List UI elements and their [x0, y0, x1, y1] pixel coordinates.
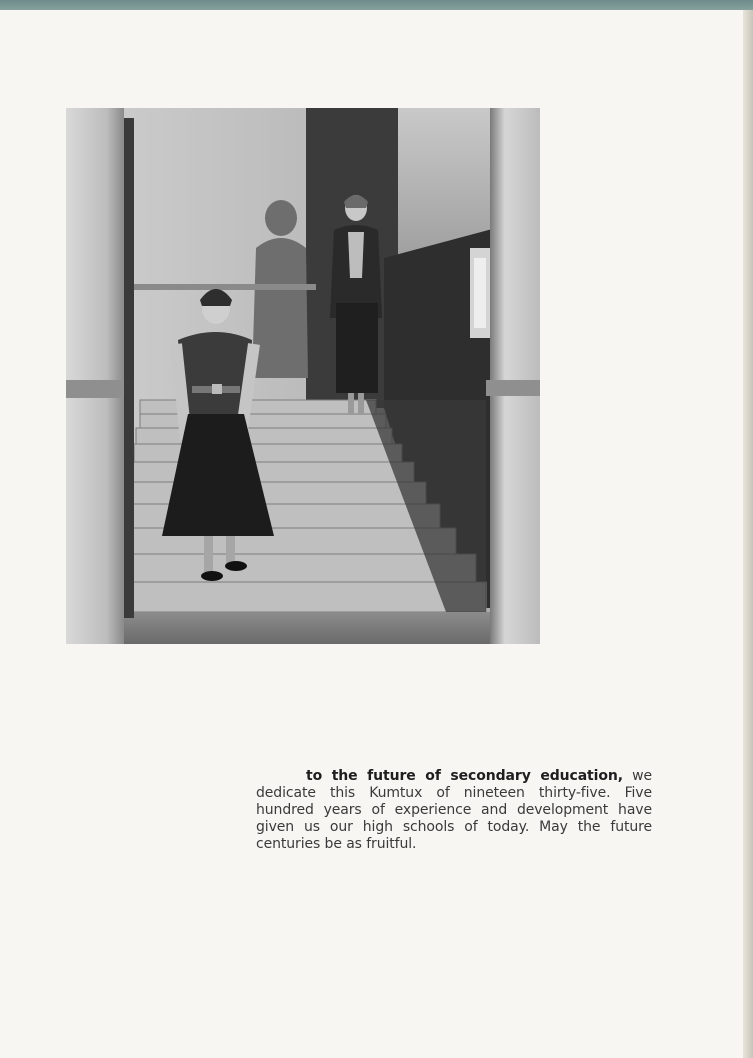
dedication-text	[256, 768, 652, 853]
page-edge-shadow	[743, 10, 753, 1058]
staircase-photograph	[66, 108, 540, 644]
top-color-band	[0, 0, 753, 10]
dedication-lead: to the future of secondary education,	[306, 768, 623, 784]
dedication-body: we dedicate this Kumtux of nineteen thirty-five. Five hundred years of experience and development have given us our high schools of today. May the future centuries be as fruitful.	[256, 768, 652, 852]
